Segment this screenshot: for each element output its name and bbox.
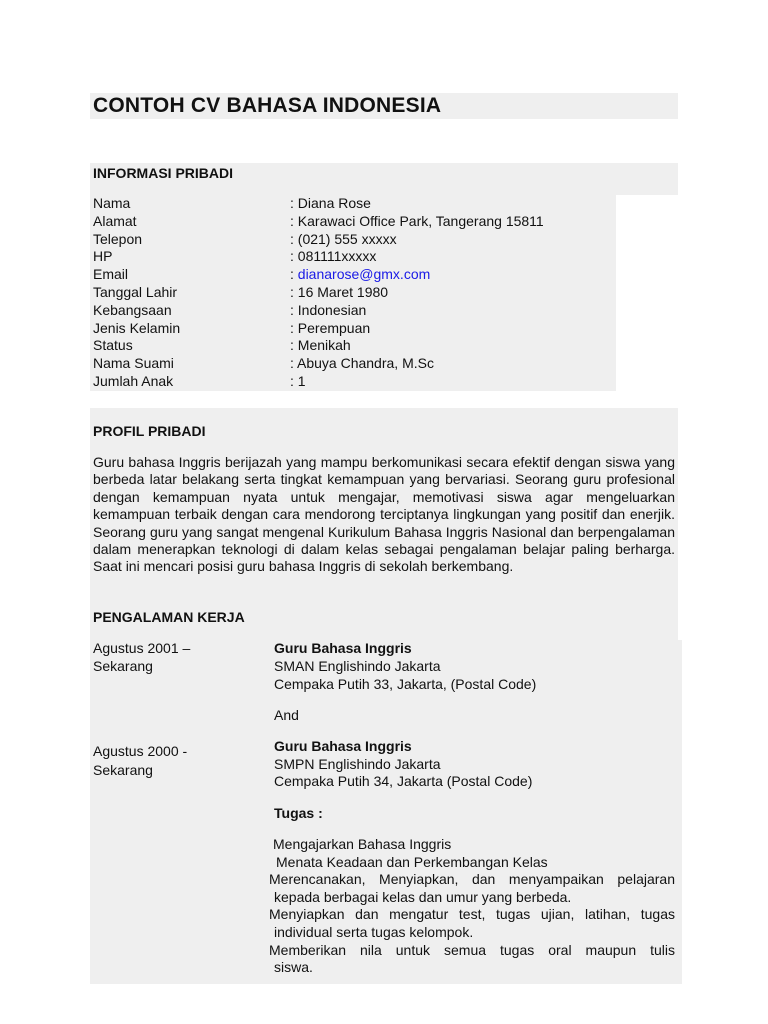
info-value: : Karawaci Office Park, Tangerang 15811: [290, 212, 544, 229]
email-prefix: :: [290, 266, 298, 283]
task-line: Merencanakan, Menyiapkan, dan menyampaikan pelajaran: [269, 871, 675, 887]
info-label: Alamat: [93, 212, 137, 229]
job-school: SMAN Englishindo Jakarta: [274, 658, 441, 674]
info-label: Telepon: [93, 230, 143, 247]
info-label: Status: [93, 337, 133, 354]
document-title: CONTOH CV BAHASA INDONESIA: [93, 94, 442, 117]
tasks-heading: Tugas :: [274, 805, 323, 821]
job-address: Cempaka Putih 33, Jakarta, (Postal Code): [274, 676, 537, 692]
task-line: Mengajarkan Bahasa Inggris: [273, 836, 452, 852]
info-value: : 16 Maret 1980: [290, 284, 389, 300]
task-line: kepada berbagai kelas dan umur yang berbeda.: [274, 889, 572, 905]
info-value: : 1: [290, 373, 306, 389]
personal-info-heading: INFORMASI PRIBADI: [93, 165, 233, 181]
job-address: Cempaka Putih 34, Jakarta (Postal Code): [274, 773, 533, 789]
info-label: Email: [93, 266, 129, 283]
info-value: : Indonesian: [290, 301, 367, 318]
info-value: [290, 266, 430, 284]
info-label: Jenis Kelamin: [93, 319, 181, 336]
and-connector: And: [274, 707, 299, 723]
task-line: individual serta tugas kelompok.: [274, 924, 474, 940]
experience-heading: PENGALAMAN KERJA: [93, 609, 245, 625]
task-line: Memberikan nila untuk semua tugas oral maupun tulis: [269, 942, 675, 958]
info-value: : Menikah: [290, 337, 351, 354]
info-value: : Perempuan: [290, 319, 371, 336]
info-value: : Abuya Chandra, M.Sc: [290, 355, 434, 372]
task-line: Menata Keadaan dan Perkembangan Kelas: [276, 854, 548, 870]
job-period-end: Sekarang: [93, 658, 153, 674]
profile-paragraph: Guru bahasa Inggris berijazah yang mampu berkomunikasi secara efektif dengan siswa yang berbeda latar belakang serta tingkat kemampuan yang bervariasi. Seorang guru profesional dengan kemampuan nyata untuk mengajar, memotivasi siswa agar mengeluarkan kemampuan terbaik dengan cara mendorong terciptanya lingkungan yang positif dan enerjik. Seorang guru yang sangat mengenal Kurikulum Bahasa Inggris Nasional dan berpengalaman dalam menerapkan teknologi di dalam kelas sebagai pengalaman belajar paling berharga. Saat ini mencari posisi guru bahasa Inggris di sekolah berkembang.: [93, 454, 675, 575]
task-line: Menyiapkan dan mengatur test, tugas ujian, latihan, tugas: [269, 906, 675, 922]
info-value: : (021) 555 xxxxx: [290, 230, 397, 247]
info-label: HP: [93, 248, 113, 265]
job-period-start: Agustus 2001 –: [93, 640, 191, 656]
email-link[interactable]: dianarose@gmx.com: [297, 266, 431, 283]
info-value: : 081111xxxxx: [290, 248, 377, 265]
task-line: siswa.: [274, 959, 313, 975]
info-label: Tanggal Lahir: [93, 284, 178, 300]
profile-heading: PROFIL PRIBADI: [93, 423, 206, 439]
job-period-end: Sekarang: [93, 762, 153, 778]
job-period-start: Agustus 2000 -: [93, 743, 188, 759]
job-school: SMPN Englishindo Jakarta: [274, 756, 441, 772]
job-position: Guru Bahasa Inggris: [274, 738, 412, 754]
info-label: Nama Suami: [93, 355, 174, 372]
info-label: Jumlah Anak: [93, 373, 174, 389]
info-value: : Diana Rose: [290, 195, 371, 211]
info-label: Nama: [93, 195, 131, 211]
info-label: Kebangsaan: [93, 301, 172, 318]
job-position: Guru Bahasa Inggris: [274, 640, 412, 656]
